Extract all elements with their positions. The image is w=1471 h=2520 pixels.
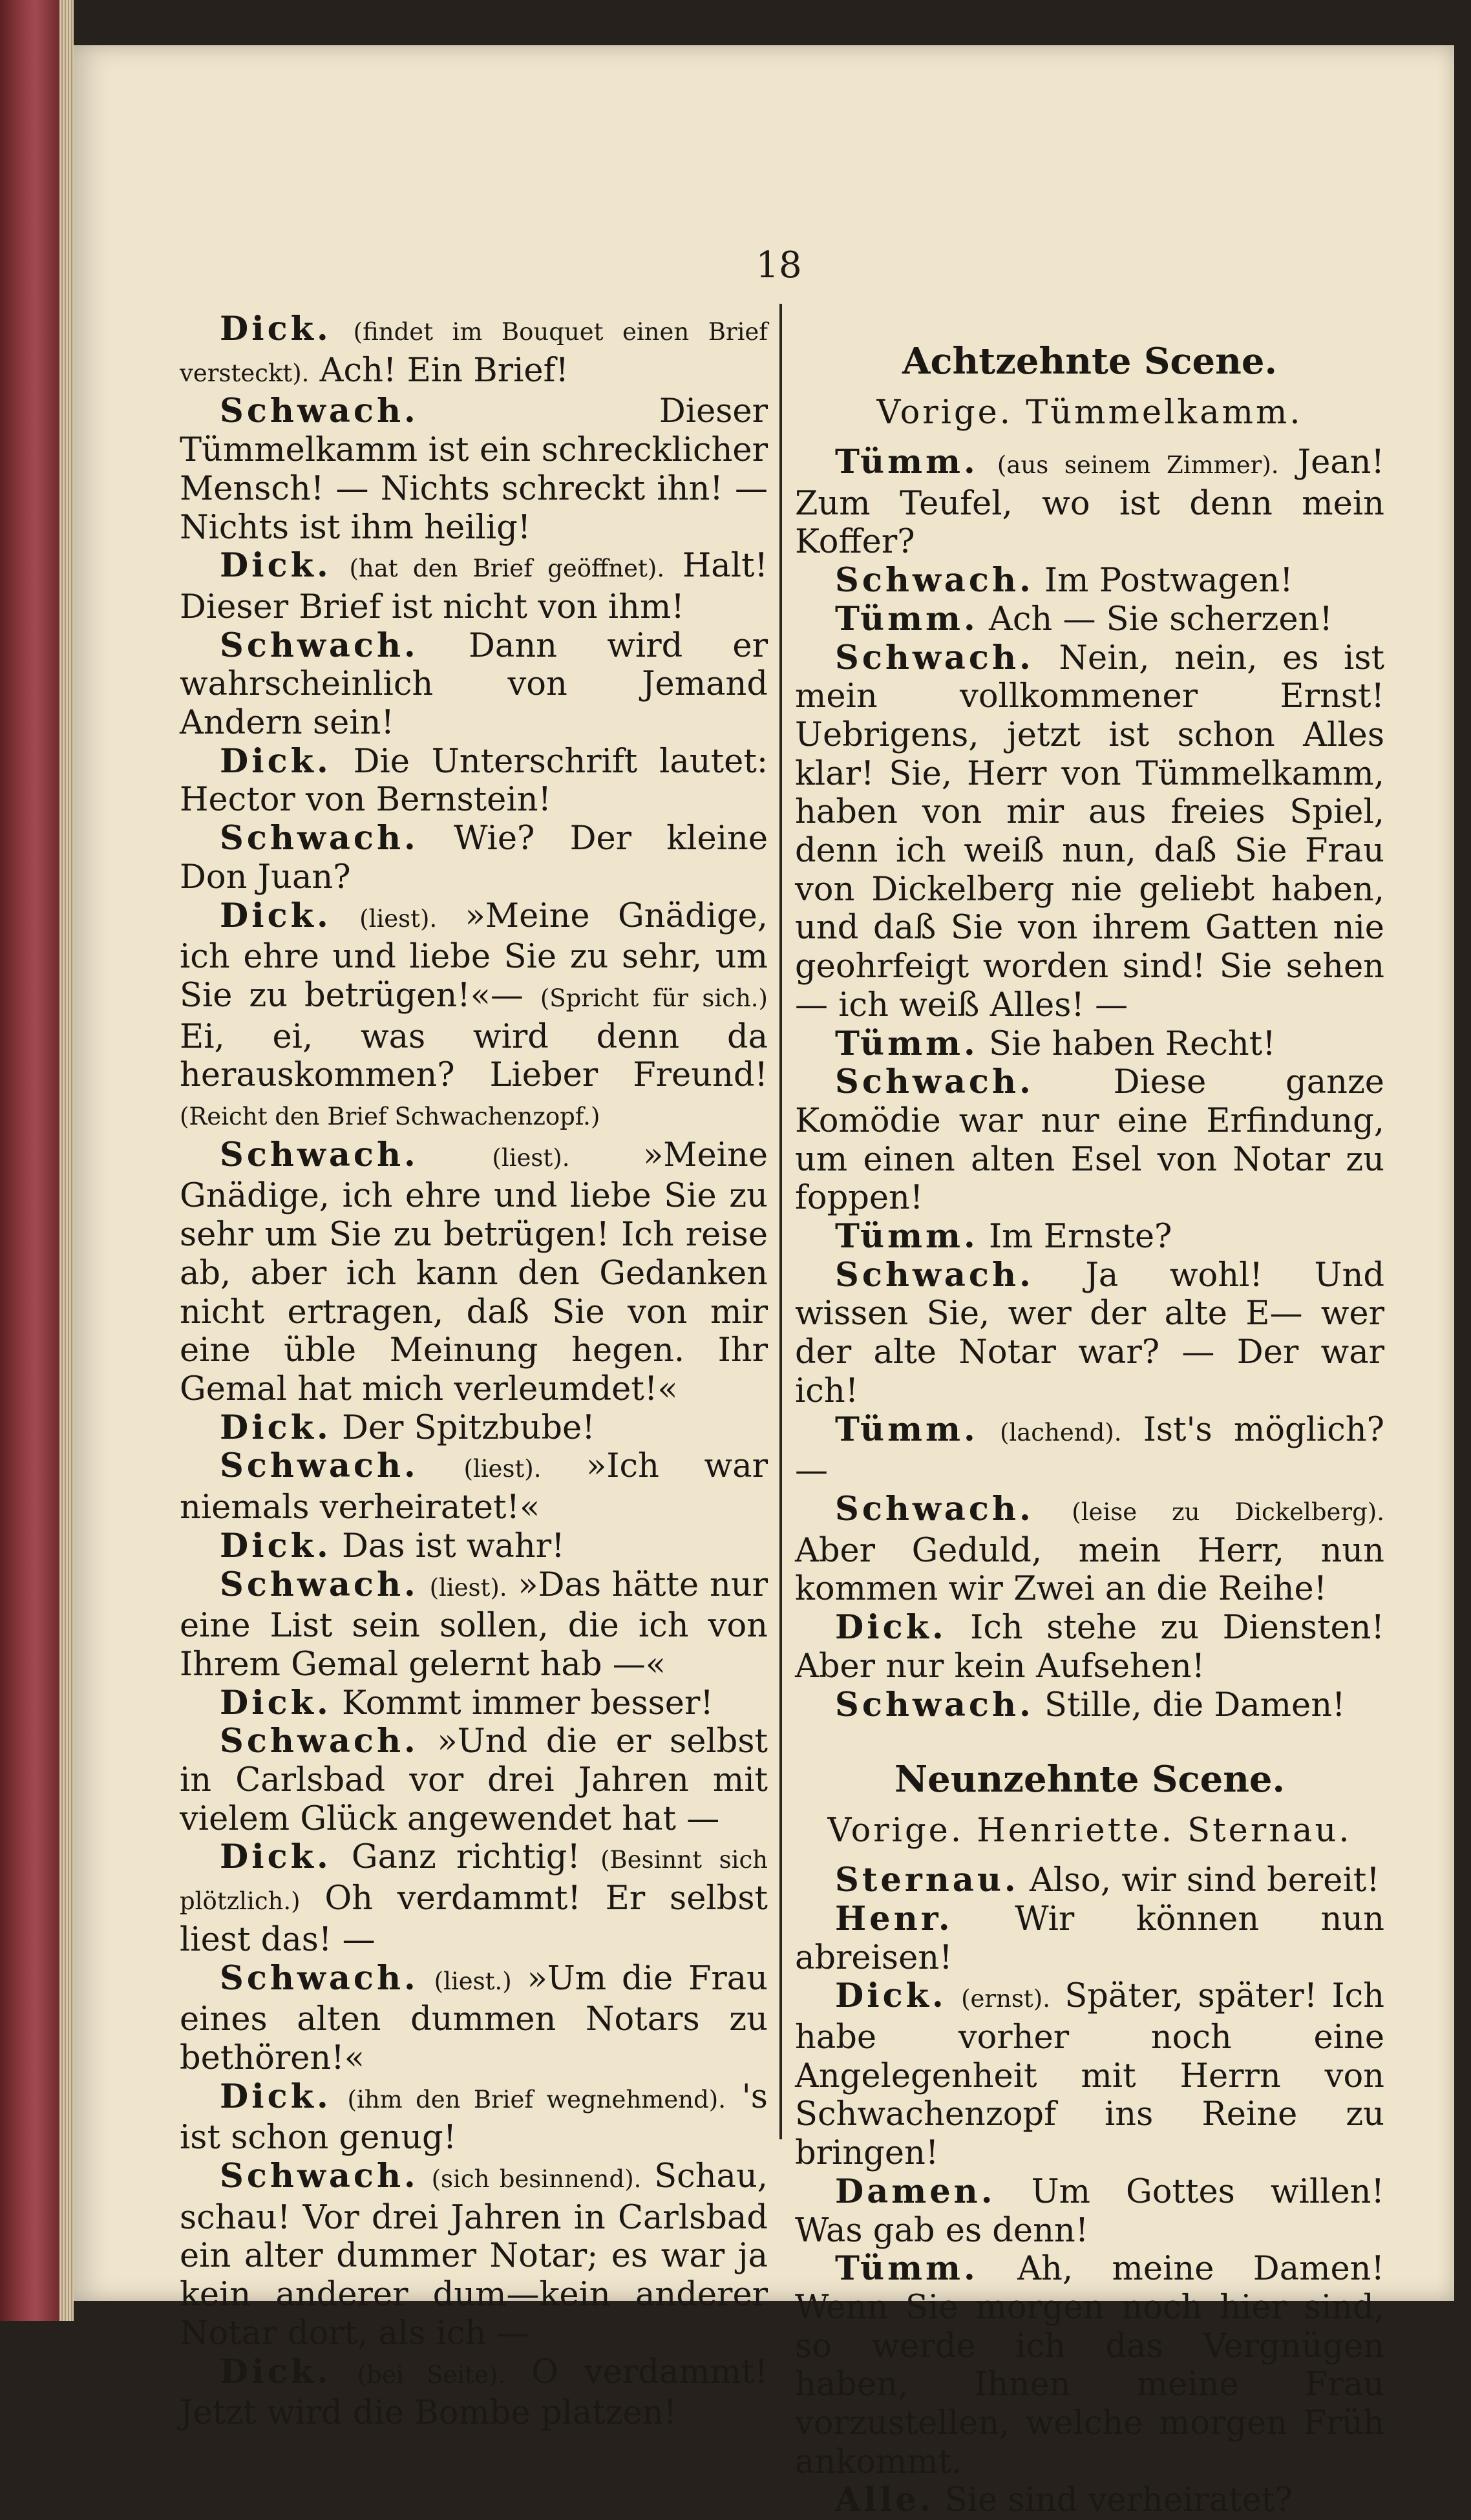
dialogue-text: Nein, nein, es ist mein vollkommener Ernst! Uebrigens, jetzt ist schon Alles klar! Sie, Herr von Tümmelkamm, haben von mir aus freies Spiel, denn ich weiß nun, daß Sie Frau von Dickelberg nie geliebt haben, und daß Sie von ihrem Gatten nie geohrfeigt worden sind! Sie sehen — ich weiß Alles! —	[795, 639, 1384, 1024]
dialogue-line	[180, 627, 768, 743]
dialogue-line	[180, 310, 768, 392]
dialogue-text: Dann wird er wahrscheinlich von Jemand Andern sein!	[180, 626, 768, 743]
speaker-name: Damen.	[835, 2172, 996, 2211]
dialogue-text: Später, später! Ich habe vorher noch eine Angelegenheit mit Herrn von Schwachenzopf ins Reine zu bringen!	[795, 1977, 1384, 2173]
dialogue-line	[795, 1686, 1384, 1725]
dialogue-text: Im Postwagen!	[1044, 562, 1293, 600]
dialogue-line	[180, 547, 768, 626]
dialogue-line	[795, 1977, 1384, 2173]
column-divider	[779, 304, 782, 2139]
dialogue-line	[795, 2250, 1384, 2481]
dialogue-text: Sie haben Recht!	[989, 1024, 1276, 1063]
speaker-name: Schwach.	[220, 1722, 419, 1761]
dialogue-line	[180, 897, 768, 1136]
speaker-name: Schwach.	[220, 1446, 419, 1486]
speaker-name: Dick.	[220, 896, 332, 935]
speaker-name: Schwach.	[220, 392, 419, 431]
dialogue-line	[180, 1684, 768, 1723]
dialogue-line	[795, 443, 1384, 562]
stage-direction: (aus seinem Zimmer).	[997, 451, 1279, 479]
speaker-name: Henr.	[835, 1899, 953, 1938]
speaker-name: Schwach.	[835, 638, 1034, 677]
dialogue-line	[180, 2353, 768, 2433]
stage-direction: (findet im Bouquet einen Brief versteckt).	[180, 318, 768, 387]
dialogue-text: »Meine Gnädige, ich ehre und liebe Sie zu sehr um Sie zu betrügen! Ich reise ab, aber ich kann den Gedanken nicht ertragen, daß Sie von mir eine üble Meinung hegen. Ihr Gemal hat mich verleumdet!«	[180, 1136, 768, 1408]
speaker-name: Dick.	[220, 741, 332, 781]
speaker-name: Tümm.	[835, 1217, 979, 1256]
dialogue-text: Das ist wahr!	[341, 1527, 565, 1565]
dialogue-text: Oh verdammt! Er selbst liest das! —	[180, 1879, 768, 1959]
dialogue-line	[180, 1136, 768, 1409]
dialogue-line	[180, 1566, 768, 1684]
speaker-name: Dick.	[220, 1683, 332, 1722]
speaker-name: Dick.	[220, 1408, 332, 1447]
stage-direction: (lachend).	[999, 1418, 1122, 1446]
speaker-name: Dick.	[220, 2352, 332, 2391]
dialogue-line	[180, 1409, 768, 1448]
dialogue-line	[180, 1722, 768, 1838]
speaker-name: Dick.	[220, 1837, 332, 1877]
dialogue-line	[180, 2157, 768, 2353]
dialogue-line	[180, 2078, 768, 2157]
speaker-name: Alle.	[835, 2481, 935, 2520]
dialogue-line	[795, 2481, 1384, 2520]
dialogue-text: O verdammt! Jetzt wird die Bombe platzen!	[180, 2353, 768, 2433]
dialogue-line	[795, 1025, 1384, 1064]
speaker-name: Schwach.	[835, 561, 1034, 600]
speaker-name: Schwach.	[835, 1489, 1034, 1529]
dialogue-text: Die Unterschrift lautet: Hector von Bernstein!	[180, 742, 768, 820]
speaker-name: Schwach.	[220, 626, 419, 665]
speaker-name: Tümm.	[835, 443, 979, 482]
dialogue-text: Ach! Ein Brief!	[319, 351, 569, 390]
speaker-name: Schwach.	[220, 1135, 419, 1174]
dialogue-text: Um Gottes willen! Was gab es denn!	[795, 2172, 1384, 2250]
dialogue-line	[180, 743, 768, 820]
speaker-name: Dick.	[220, 310, 332, 348]
dialogue-text: Diese ganze Komödie war nur eine Erfindung, um einen alten Esel von Notar zu foppen!	[795, 1063, 1384, 1218]
speaker-name: Schwach.	[220, 1565, 419, 1604]
dialogue-text: Kommt immer besser!	[341, 1684, 714, 1722]
speaker-name: Schwach.	[835, 1063, 1034, 1102]
dialogue-text: Stille, die Damen!	[1044, 1686, 1346, 1724]
dialogue-text: Halt! Dieser Brief ist nicht von ihm!	[180, 547, 768, 626]
stage-direction: (hat den Brief geöffnet).	[349, 555, 665, 583]
speaker-name: Dick.	[220, 2077, 332, 2116]
speaker-name: Tümm.	[835, 1410, 979, 1449]
speaker-name: Tümm.	[835, 2249, 979, 2289]
dialogue-text: »Meine Gnädige, ich ehre und liebe Sie zu sehr, um Sie zu betrügen!«—	[180, 896, 768, 1015]
stage-direction: (ihm den Brief wegnehmend).	[347, 2085, 726, 2113]
dialogue-text: Dieser Tümmelkamm ist ein schrecklicher Mensch! — Nichts schreckt ihn! — Nichts ist ihm heilig!	[180, 392, 768, 547]
dialogue-line	[180, 1447, 768, 1527]
stage-direction: (liest.)	[434, 1967, 512, 1995]
speaker-name: Sternau.	[835, 1861, 1019, 1900]
dialogue-text: Wir können nun abreisen!	[795, 1900, 1384, 1977]
speaker-name: Schwach.	[835, 1685, 1034, 1724]
scene-heading-18: Achtzehnte Scene.	[902, 340, 1277, 383]
dialogue-line	[795, 600, 1384, 639]
book-binding	[0, 0, 59, 2321]
dialogue-text: Ah, meine Damen! Wenn Sie morgen noch hier sind, so werde ich das Vergnügen haben, Ihnen meine Frau vorzustellen, welche morgen Früh ankommt.	[795, 2250, 1384, 2481]
stage-direction: (leise zu Dickelberg).	[1072, 1498, 1384, 1526]
page-number: 18	[756, 244, 802, 286]
dialogue-text: Wie? Der kleine Don Juan?	[180, 820, 768, 896]
dialogue-line	[180, 1960, 768, 2078]
stage-direction: (Reicht den Brief Schwachenzopf.)	[180, 1103, 600, 1131]
dialogue-text: 's ist schon genug!	[180, 2077, 768, 2157]
dialogue-line	[795, 1256, 1384, 1411]
dialogue-line	[795, 1861, 1384, 1900]
speaker-name: Dick.	[835, 1608, 947, 1647]
stage-direction: (ernst).	[961, 1985, 1050, 2013]
dialogue-line	[795, 1411, 1384, 1490]
dialogue-line	[795, 2173, 1384, 2250]
right-column	[795, 310, 1384, 2520]
dialogue-text: Ach — Sie scherzen!	[989, 600, 1333, 639]
dialogue-line	[795, 1063, 1384, 1218]
speaker-name: Schwach.	[835, 1255, 1034, 1295]
page-edges	[59, 0, 74, 2321]
stage-direction: (liest).	[463, 1455, 542, 1483]
speaker-name: Schwach.	[220, 819, 419, 858]
speaker-name: Schwach.	[220, 2157, 419, 2196]
stage-direction: (Besinnt sich plötzlich.)	[180, 1846, 768, 1916]
dialogue-text: Ganz richtig!	[351, 1838, 580, 1877]
dialogue-text: Ist's möglich? —	[795, 1410, 1384, 1490]
dialogue-text: Aber Geduld, mein Herr, nun kommen wir Zwei an die Reihe!	[795, 1531, 1384, 1609]
stage-direction: (liest).	[359, 904, 438, 933]
dialogue-text: Im Ernste?	[989, 1218, 1172, 1256]
scene-cast-18: Vorige. Tümmelkamm.	[876, 394, 1303, 432]
stage-direction: (bei Seite).	[357, 2360, 506, 2389]
dialogue-line	[180, 820, 768, 896]
dialogue-text: Sie sind verheiratet?	[944, 2481, 1293, 2520]
speaker-name: Dick.	[835, 1976, 947, 2016]
left-column	[180, 310, 768, 2433]
dialogue-text: Ich stehe zu Diensten! Aber nur kein Aufsehen!	[795, 1609, 1384, 1686]
dialogue-line	[795, 562, 1384, 600]
dialogue-text: Der Spitzbube!	[341, 1408, 595, 1447]
stage-direction: (Spricht für sich.)	[540, 984, 768, 1012]
stage-direction: (sich besinnend).	[431, 2165, 642, 2194]
stage-direction: (liest).	[429, 1573, 507, 1602]
speaker-name: Tümm.	[835, 1024, 979, 1063]
scene-heading-19: Neunzehnte Scene.	[894, 1758, 1286, 1801]
speaker-name: Dick.	[220, 1526, 332, 1565]
speaker-name: Schwach.	[220, 1958, 419, 1998]
stage-direction: (liest).	[492, 1143, 570, 1172]
speaker-name: Dick.	[220, 546, 332, 586]
speaker-name: Tümm.	[835, 599, 979, 639]
scene-18-dialogue	[795, 443, 1384, 1724]
dialogue-line	[795, 1609, 1384, 1686]
dialogue-line	[795, 1900, 1384, 1977]
dialogue-text: »Um die Frau eines alten dummen Notars zu bethören!«	[180, 1959, 768, 2077]
dialogue-line	[180, 1838, 768, 1959]
dialogue-text: Jean! Zum Teufel, wo ist denn mein Koffer?	[795, 443, 1385, 562]
scene-cast-19: Vorige. Henriette. Sternau.	[827, 1812, 1352, 1850]
dialogue-line	[795, 1490, 1384, 1609]
scene-19-dialogue	[795, 1861, 1384, 2520]
dialogue-line	[795, 639, 1384, 1025]
dialogue-text: »Ich war niemals verheiratet!«	[180, 1447, 768, 1527]
dialogue-text: Also, wir sind bereit!	[1029, 1861, 1380, 1900]
dialogue-text: »Das hätte nur eine List sein sollen, die ich von Ihrem Gemal gelernt hab —«	[180, 1565, 768, 1684]
dialogue-text: »Und die er selbst in Carlsbad vor drei Jahren mit vielem Glück angewendet hat —	[180, 1722, 768, 1838]
dialogue-line	[795, 1218, 1384, 1256]
dialogue-text: Ei, ei, was wird denn da herauskommen? Lieber Freund!	[180, 1017, 768, 1095]
dialogue-text: Schau, schau! Vor drei Jahren in Carlsbad ein alter dummer Notar; es war ja kein anderer dum—kein anderer Notar dort, als ich —	[180, 2157, 768, 2353]
dialogue-text: Ja wohl! Und wissen Sie, wer der alte E— wer der alte Notar war? — Der war ich!	[795, 1256, 1384, 1410]
dialogue-line	[180, 392, 768, 547]
dialogue-line	[180, 1527, 768, 1566]
